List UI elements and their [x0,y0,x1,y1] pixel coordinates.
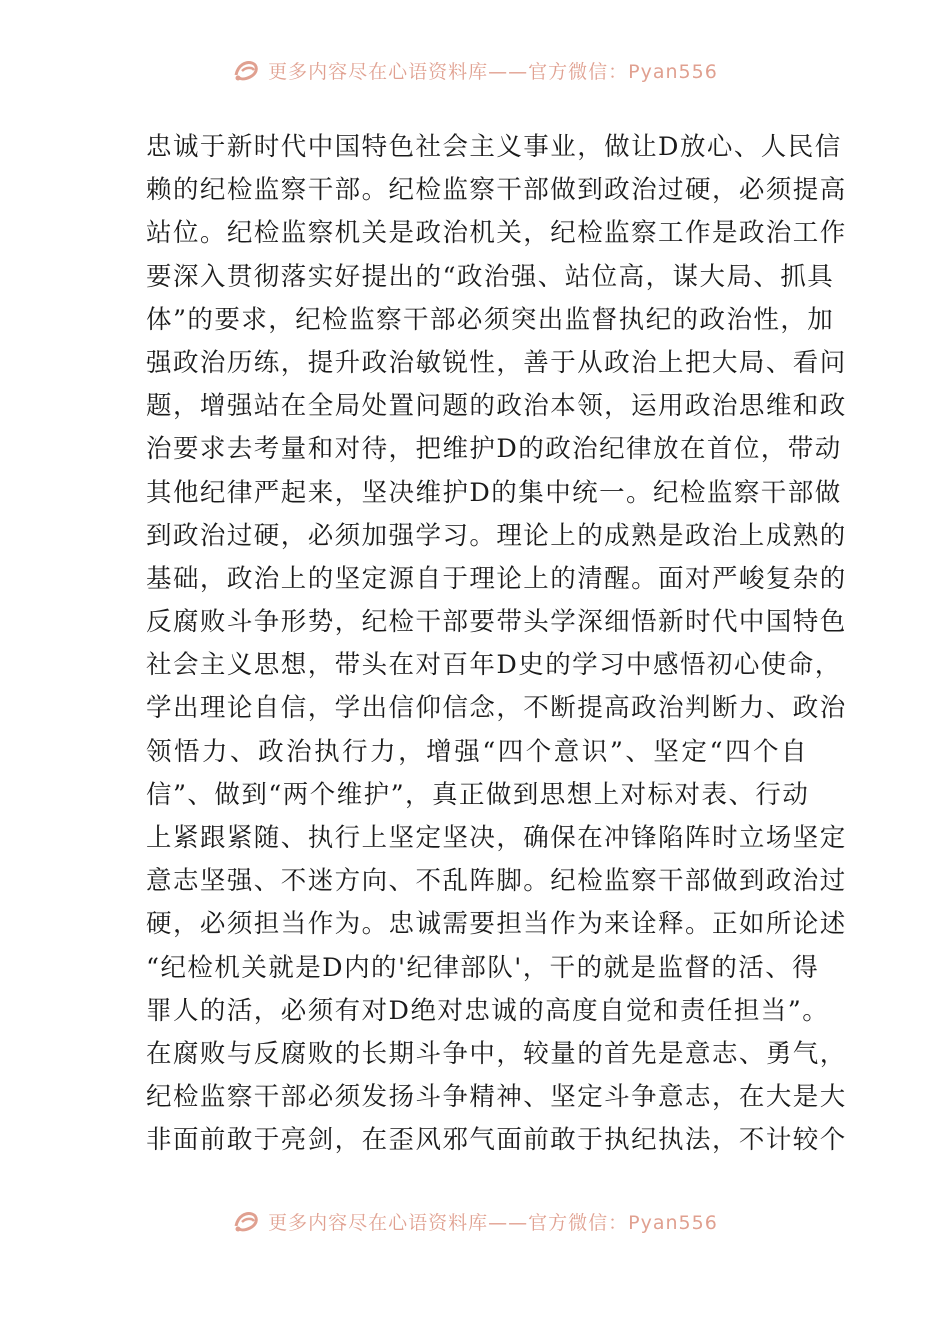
text-line: 罪人的活，必须有对D绝对忠诚的高度自觉和责任担当”。 [146,995,830,1026]
text-line: 题，增强站在全局处置问题的政治本领，运用政治思维和政 [146,391,847,422]
footer-watermark-text: 更多内容尽在心语资料库——官方微信：Pyan556 [268,1211,718,1234]
header-watermark-text: 更多内容尽在心语资料库——官方微信：Pyan556 [268,60,718,83]
text-line: 强政治历练，提升政治敏锐性，善于从政治上把大局、看问 [146,347,847,378]
text-line: 忠诚于新时代中国特色社会主义事业，做让D放心、人民信 [146,132,842,162]
text-line: 上紧跟紧随、执行上坚定坚决，确保在冲锋陷阵时立场坚定 [146,823,847,853]
text-line: 赖的纪检监察干部。纪检监察干部做到政治过硬，必须提高 [146,175,847,206]
text-line: 学出理论自信，学出信仰信念，不断提高政治判断力、政治 [146,693,847,724]
text-line: 站位。纪检监察机关是政治机关，纪检监察工作是政治工作 [146,218,847,249]
text-line: 硬，必须担当作为。忠诚需要担当作为来诠释。正如所论述 [146,909,847,940]
footer-watermark-banner [0,1201,950,1241]
text-line: 治要求去考量和对待，把维护D的政治纪律放在首位，带动 [146,434,842,465]
text-line: 要深入贯彻落实好提出的“政治强、站位高，谋大局、抓具 [146,261,835,292]
document-body-text [146,126,847,1163]
text-line: 社会主义思想，带头在对百年D史的学习中感悟初心使命， [146,650,842,681]
brand-logo-icon [232,57,262,83]
text-line: 纪检监察干部必须发扬斗争精神、坚定斗争意志，在大是大 [146,1082,847,1113]
text-line: 信”、做到“两个维护”，真正做到思想上对标对表、行动 [146,779,810,810]
text-line: “纪检机关就是D内的'纪律部队'，干的就是监督的活、得 [146,952,820,983]
header-watermark-banner [0,50,950,90]
brand-logo-icon [232,1208,262,1234]
text-line: 体”的要求，纪检监察干部必须突出监督执纪的政治性，加 [146,304,835,335]
text-line: 在腐败与反腐败的长期斗争中，较量的首先是意志、勇气， [146,1038,847,1069]
text-line: 到政治过硬，必须加强学习。理论上的成熟是政治上成熟的 [146,520,847,551]
text-line: 基础，政治上的坚定源自于理论上的清醒。面对严峻复杂的 [146,563,847,594]
text-line: 领悟力、政治执行力，增强“四个意识”、坚定“四个自 [146,736,808,767]
text-line: 其他纪律严起来，坚决维护D的集中统一。纪检监察干部做 [146,477,842,508]
text-line: 意志坚强、不迷方向、不乱阵脚。纪检监察干部做到政治过 [146,866,847,897]
text-line: 非面前敢于亮剑，在歪风邪气面前敢于执纪执法，不计较个 [146,1125,847,1156]
text-line: 反腐败斗争形势，纪检干部要带头学深细悟新时代中国特色 [146,607,847,638]
